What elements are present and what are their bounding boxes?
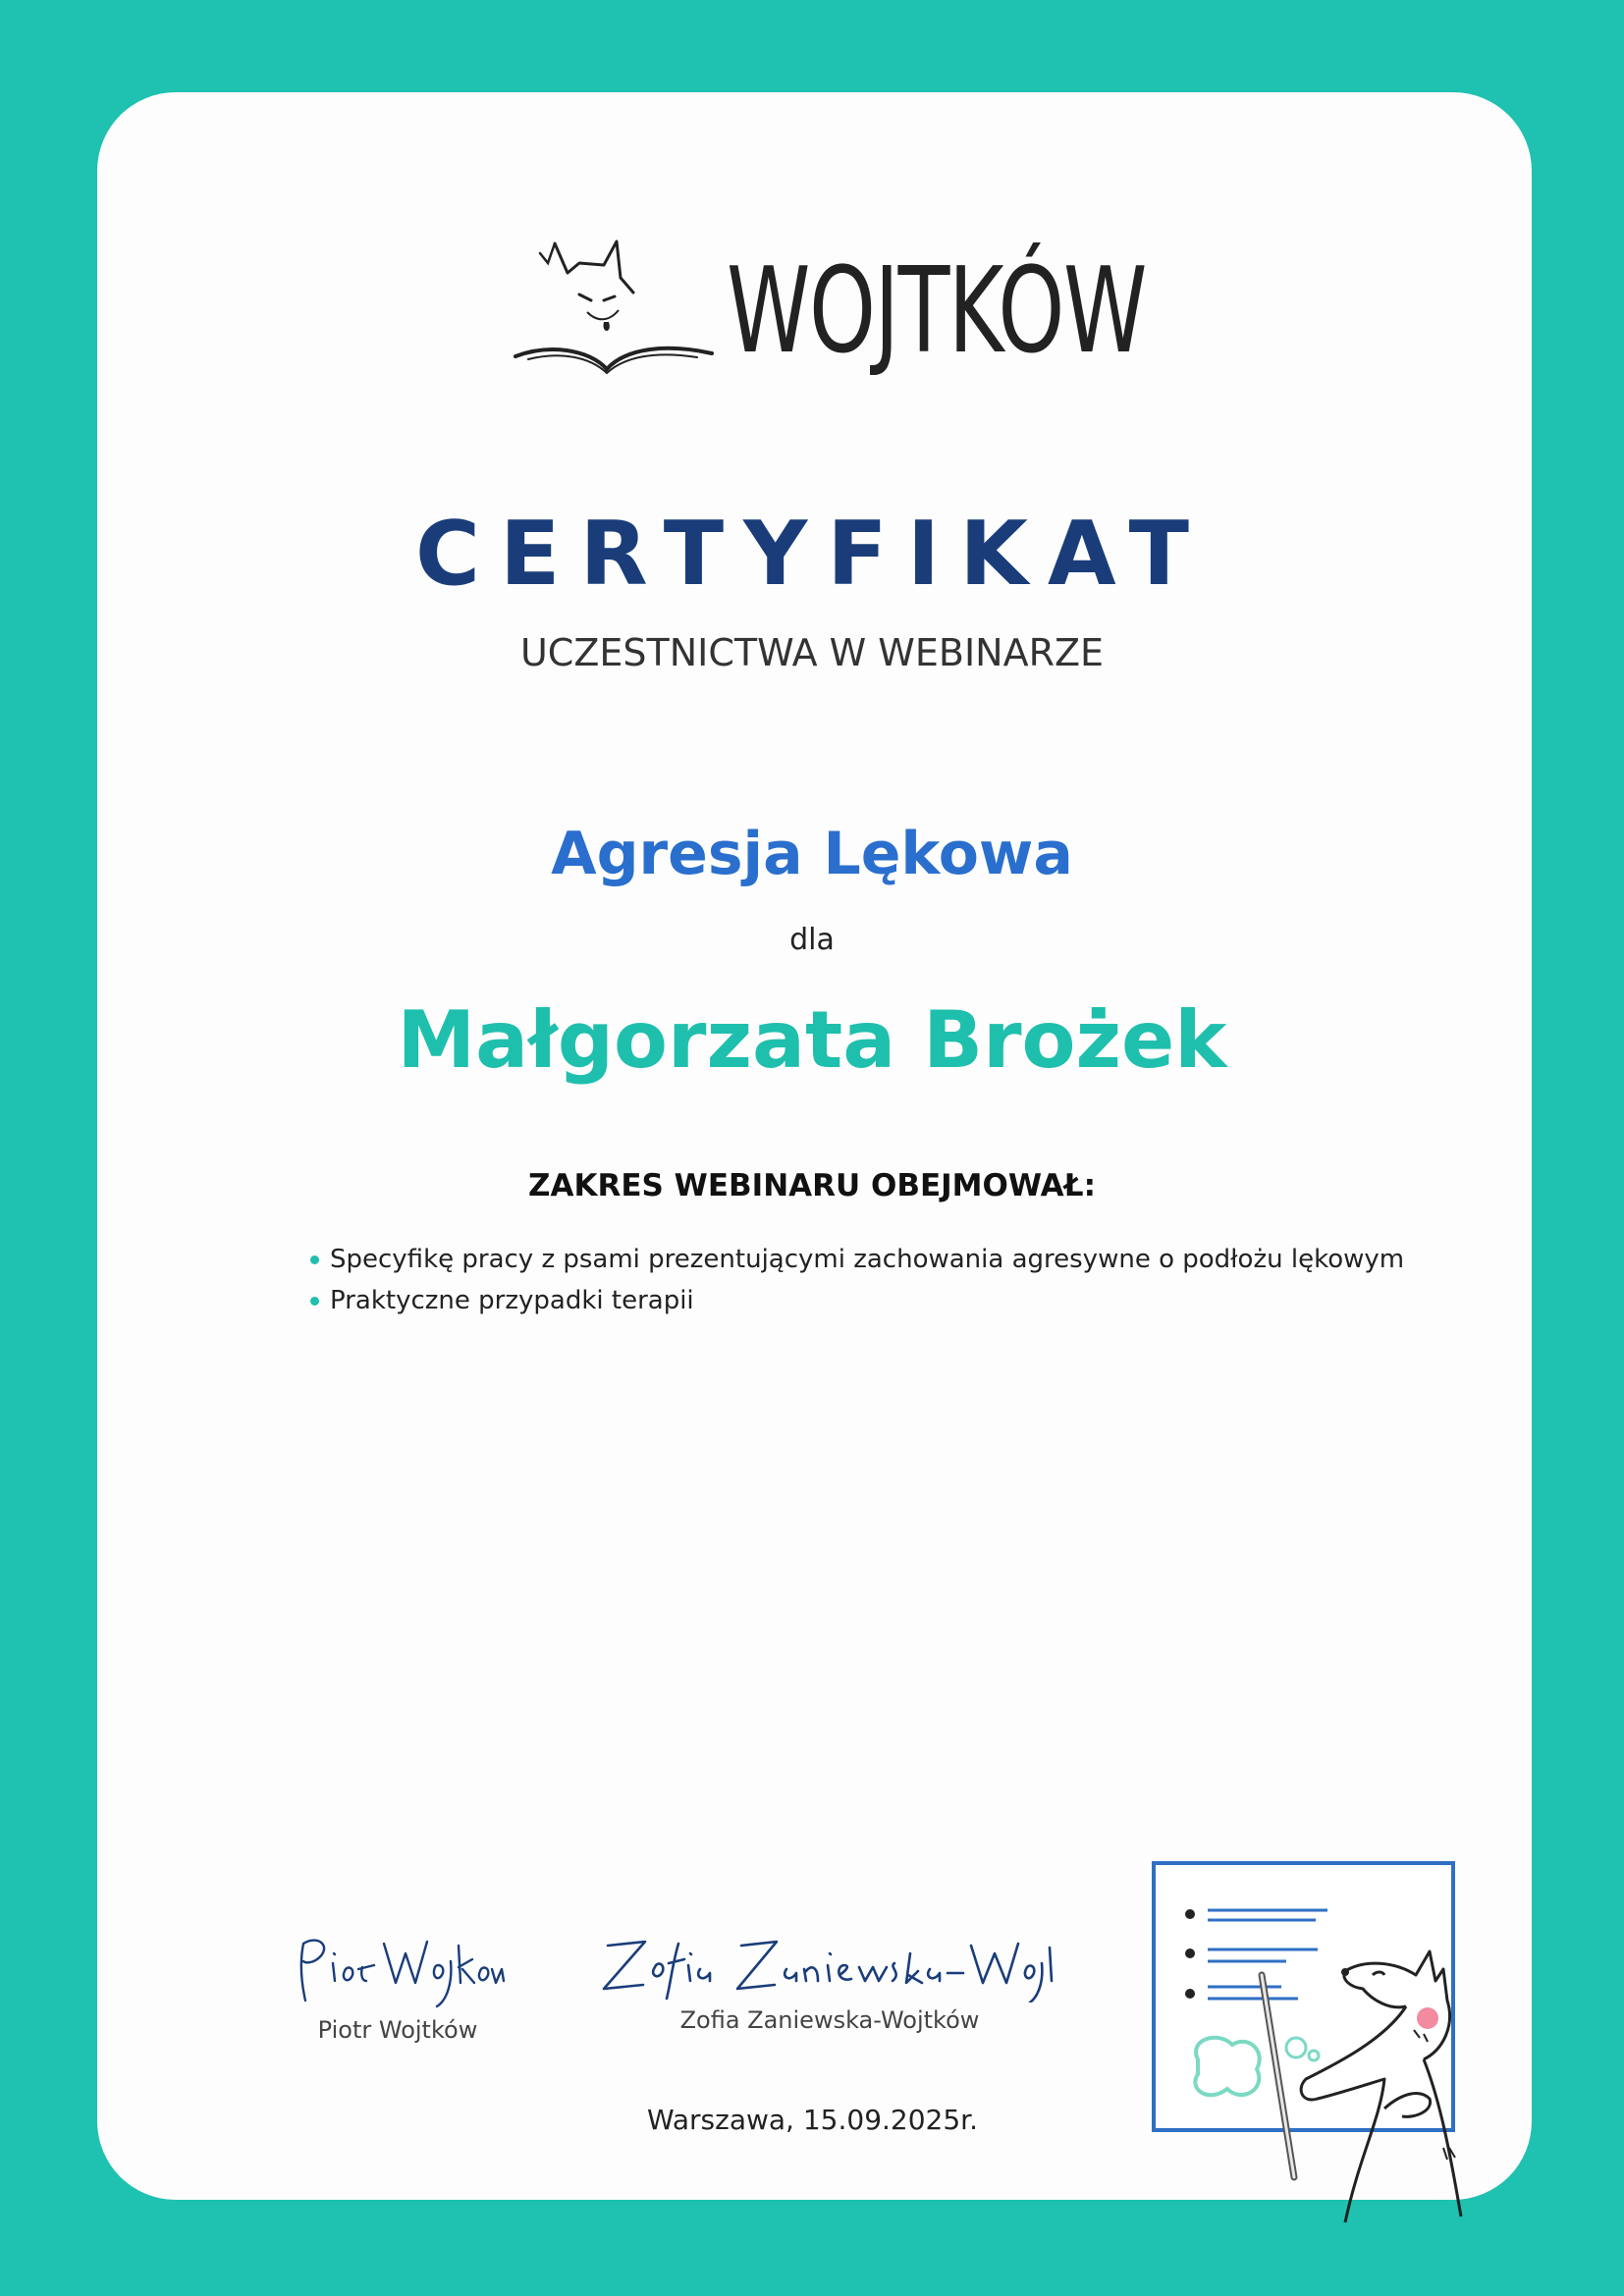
recipient-name: Małgorzata Brożek — [397, 994, 1227, 1086]
certificate-title: CERTYFIKAT — [414, 503, 1210, 606]
scope-list — [308, 1239, 1487, 1321]
signature-block-piotr — [285, 1924, 511, 2046]
handwritten-signature — [594, 1924, 1065, 2002]
scope-heading: ZAKRES WEBINARU OBEJMOWAŁ: — [528, 1168, 1096, 1203]
dog-teacher-whiteboard-icon — [1149, 1853, 1512, 2226]
for-label: dla — [789, 923, 835, 957]
handwritten-signature — [290, 1924, 506, 2012]
bullet-icon — [310, 1297, 319, 1306]
certificate-subtitle: UCZESTNICTWA W WEBINARZE — [519, 631, 1105, 674]
scope-item — [308, 1239, 1487, 1280]
signature-block-zofia — [589, 1924, 1070, 2036]
scope-item — [308, 1280, 1487, 1321]
logo-wordmark: WOJTKÓW — [727, 243, 1146, 380]
webinar-topic: Agresja Lękowa — [551, 820, 1073, 888]
scope-item-text: Specyfikę pracy z psami prezentującymi zachowania agresywne o podłożu lękowym — [330, 1245, 1405, 1274]
signatory-name: Piotr Wojtków — [317, 2016, 478, 2044]
scope-item-text: Praktyczne przypadki terapii — [330, 1286, 694, 1315]
logo — [511, 224, 1146, 391]
dog-reading-book-icon — [511, 224, 727, 391]
signatory-name: Zofia Zaniewska-Wojtków — [679, 2006, 980, 2034]
place-and-date: Warszawa, 15.09.2025r. — [646, 2104, 979, 2136]
bullet-icon — [310, 1255, 319, 1264]
